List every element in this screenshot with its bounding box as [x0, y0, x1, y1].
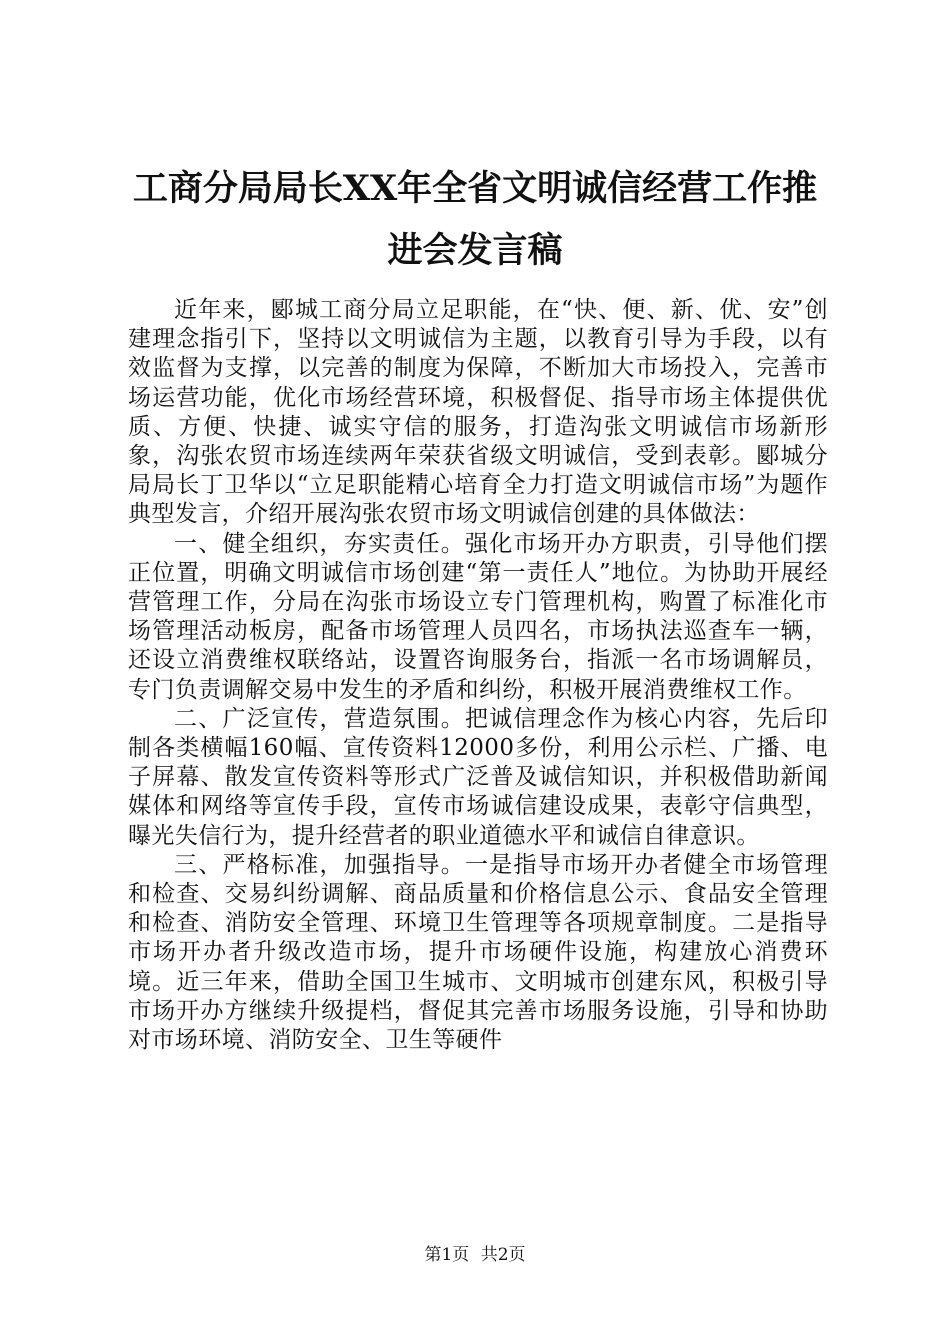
document-body — [128, 296, 828, 1055]
paragraph-intro: 近年来，郾城工商分局立足职能，在“快、便、新、优、安”创建理念指引下，坚持以文明诚信为主题，以教育引导为手段，以有效监督为支撑，以完善的制度为保障，不断加大市场投入，完善市场运营功能，优化市场经营环境，积极督促、指导市场主体提供优质、方便、快捷、诚实守信的服务，打造沟张文明诚信市场新形象，沟张农贸市场连续两年荣获省级文明诚信，受到表彰。郾城分局局长丁卫华以“立足职能精心培育全力打造文明诚信市场”为题作典型发言，介绍开展沟张农贸市场文明诚信创建的具体做法： — [128, 297, 828, 528]
paragraph-section-1: 一、健全组织，夯实责任。强化市场开办方职责，引导他们摆正位置，明确文明诚信市场创建“第一责任人”地位。为协助开展经营管理工作，分局在沟张市场设立专门管理机构，购置了标准化市场管理活动板房，配备市场管理人员四名，市场执法巡查车一辆，还设立消费维权联络站，设置咨询服务台，指派一名市场调解员，专门负责调解交易中发生的矛盾和纠纷，积极开展消费维权工作。 — [128, 530, 828, 703]
paragraph-section-3: 三、严格标准，加强指导。一是指导市场开办者健全市场管理和检查、交易纠纷调解、商品质量和价格信息公示、食品安全管理和检查、消防安全管理、环境卫生管理等各项规章制度。二是指导市场开办者升级改造市场，提升市场硬件设施，构建放心消费环境。近三年来，借助全国卫生城市、文明城市创建东风，积极引导市场开办方继续升级提档，督促其完善市场服务设施，引导和协助对市场环境、消防安全、卫生等硬件 — [128, 851, 828, 1054]
page-number-total: 共2页 — [480, 1245, 526, 1265]
page-footer — [0, 1244, 950, 1266]
document-title: 工商分局局长XX年全省文明诚信经营工作推进会发言稿 — [132, 168, 818, 271]
page-number-current: 第1页 — [424, 1245, 470, 1265]
paragraph-section-2: 二、广泛宣传，营造氛围。把诚信理念作为核心内容，先后印制各类横幅160幅、宣传资料12000多份，利用公示栏、广播、电子屏幕、散发宣传资料等形式广泛普及诚信知识，并积极借助新闻媒体和网络等宣传手段，宣传市场诚信建设成果，表彰守信典型，曝光失信行为，提升经营者的职业道德水平和诚信自律意识。 — [128, 705, 828, 849]
